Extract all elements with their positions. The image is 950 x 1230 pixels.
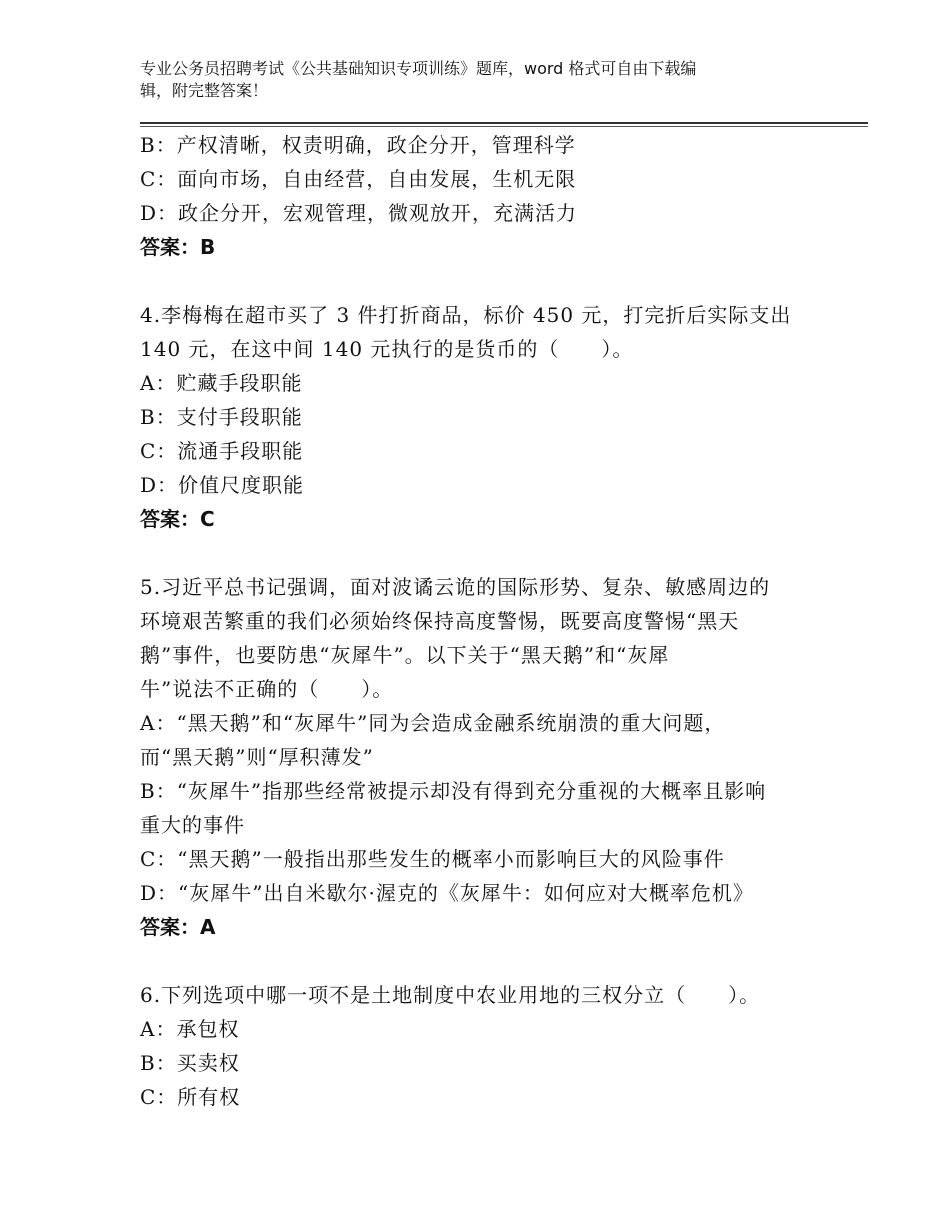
q4-answer: 答案：C <box>140 507 215 531</box>
q3-option-d: D：政企分开，宏观管理，微观放开，充满活力 <box>140 201 578 225</box>
q4-option-c: C：流通手段职能 <box>140 439 304 463</box>
q4-stem-line-2: 140 元，在这中间 140 元执行的是货币的（ ）。 <box>140 337 634 361</box>
q6-stem-line-1: 6.下列选项中哪一项不是土地制度中农业用地的三权分立（ ）。 <box>140 983 761 1007</box>
q3-option-c: C：面向市场，自由经营，自由发展，生机无限 <box>140 167 577 191</box>
q3-answer: 答案：B <box>140 235 216 259</box>
q4-option-a: A：贮藏手段职能 <box>140 371 303 395</box>
question-5 <box>140 570 820 944</box>
q5-option-c: C：“黑天鹅”一般指出那些发生的概率小而影响巨大的风险事件 <box>140 847 725 871</box>
q5-option-b-line-2: 重大的事件 <box>140 813 245 837</box>
spacer <box>140 944 820 978</box>
header-line-2: 辑，附完整答案！ <box>140 81 269 100</box>
header-divider-thick <box>140 122 868 124</box>
q6-option-b: B：买卖权 <box>140 1051 240 1075</box>
q4-stem-line-1: 4.李梅梅在超市买了 3 件打折商品，标价 450 元，打完折后实际支出 <box>140 303 792 327</box>
q3-option-b: B：产权清晰，权责明确，政企分开，管理科学 <box>140 133 576 157</box>
spacer <box>140 536 820 570</box>
question-list <box>140 128 820 1114</box>
q5-answer: 答案：A <box>140 915 216 939</box>
header-line-1: 专业公务员招聘考试《公共基础知识专项训练》题库，word 格式可自由下载编 <box>140 59 697 78</box>
q5-option-a-line-1: A：“黑天鹅”和“灰犀牛”同为会造成金融系统崩溃的重大问题， <box>140 711 726 735</box>
question-4 <box>140 298 820 536</box>
q5-stem-line-1: 5.习近平总书记强调，面对波谲云诡的国际形势、复杂、敏感周边的 <box>140 575 771 599</box>
q5-stem-line-4: 牛”说法不正确的（ ）。 <box>140 677 394 701</box>
q5-option-b-line-1: B：“灰犀牛”指那些经常被提示却没有得到充分重视的大概率且影响 <box>140 779 767 803</box>
document-header <box>140 58 820 102</box>
q6-option-a: A：承包权 <box>140 1017 240 1041</box>
question-3 <box>140 128 820 264</box>
q5-option-d: D：“灰犀牛”出自米歇尔·渥克的《灰犀牛：如何应对大概率危机》 <box>140 881 754 905</box>
q5-stem-line-3: 鹅”事件，也要防患“灰犀牛”。以下关于“黑天鹅”和“灰犀 <box>140 643 670 667</box>
q5-option-a-line-2: 而“黑天鹅”则“厚积薄发” <box>140 745 374 769</box>
q4-option-d: D：价值尺度职能 <box>140 473 305 497</box>
header-divider-thin <box>140 126 868 127</box>
spacer <box>140 264 820 298</box>
q4-option-b: B：支付手段职能 <box>140 405 303 429</box>
q5-stem-line-2: 环境艰苦繁重的我们必须始终保持高度警惕，既要高度警惕“黑天 <box>140 609 740 633</box>
question-6 <box>140 978 820 1114</box>
q6-option-c: C：所有权 <box>140 1085 241 1109</box>
